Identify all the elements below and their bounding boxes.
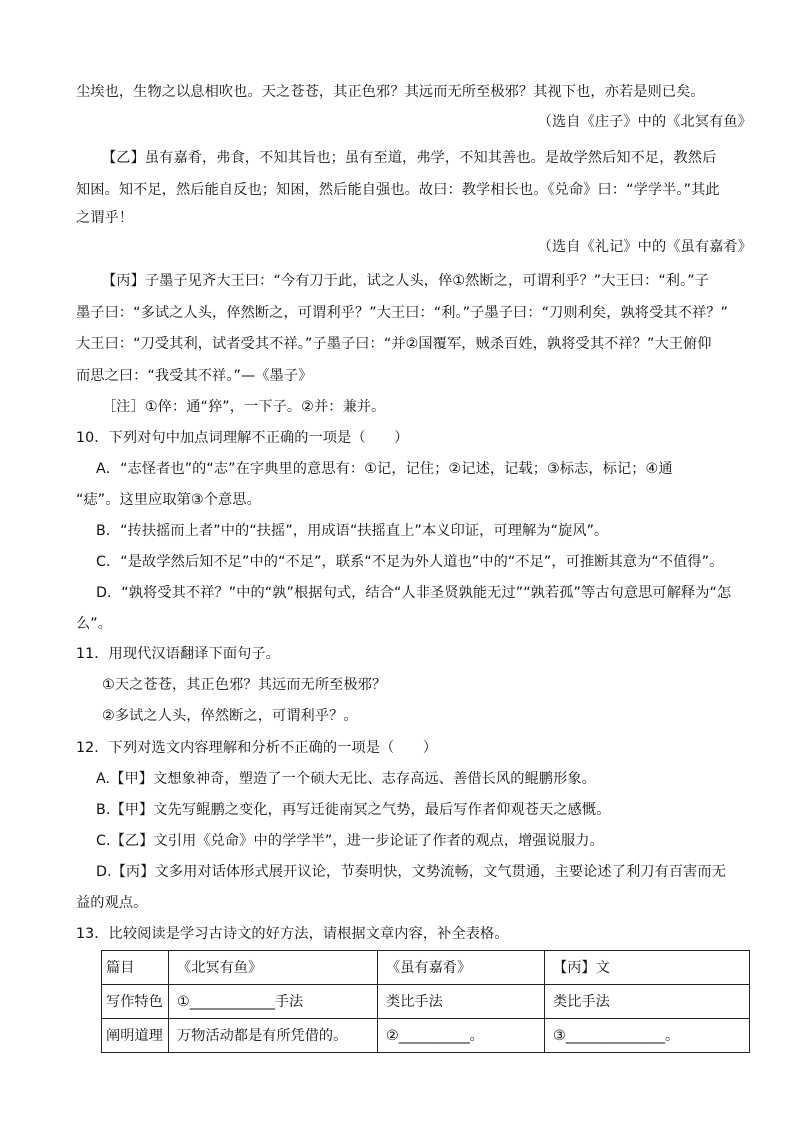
question-12-stem: 12．下列对选文内容理解和分析不正确的一项是（ ） (76, 740, 438, 756)
question-11-stem: 11．用现代汉语翻译下面句子。 (76, 646, 280, 662)
question-12-option-a: A.【甲】文想象神奇，塑造了一个硕大无比、志存高远、善借长风的鲲鹏形象。 (96, 771, 596, 787)
question-12-option-d: D.【丙】文多用对话体形式展开议论，节奏明快，文势流畅，文气贯通，主要论述了利刀有百害而无 (96, 864, 726, 880)
question-12-option-b: B.【甲】文先写鲲鹏之变化，再写迁徙南冥之气势，最后写作者仰观苍天之感慨。 (96, 802, 611, 818)
passage-note: ［注］①倅：通“猝”，一下子。②并：兼并。 (102, 399, 386, 415)
table-cell: 篇目 (102, 951, 169, 985)
question-10-option-d: D．“孰将受其不祥？”中的“孰”根据句式，结合“人非圣贤孰能无过”“孰若孤”等古句意思可解释为“怎 (96, 585, 732, 601)
passage-bing-line: 大王曰：“刀受其利，试者受其不祥。”子墨子曰：“并②国覆军，贼杀百姓，孰将受其不祥？”大王俯仰 (76, 336, 712, 352)
passage-yi-source: （选自《礼记》中的《虽有嘉肴》 (537, 239, 752, 255)
passage-bing-line: 墨子曰：“多试之人头，倅然断之，可谓利乎？”大王曰：“利。”子墨子曰：“刀则利矣，孰将受其不祥？” (76, 305, 728, 321)
passage-jia-tail: 尘埃也，生物之以息相吹也。天之苍苍，其正色邪？其远而无所至极邪？其视下也，亦若是则已矣。 (76, 84, 705, 100)
question-10-option-d-cont: 么”。 (76, 616, 113, 632)
question-10-option-b: B．“抟扶摇而上者”中的“扶摇”，用成语“扶摇直上”本义印证，可理解为“旋风”。 (96, 523, 609, 539)
table-cell: 《虽有嘉肴》 (378, 951, 545, 985)
table-cell: 万物活动都是有所凭借的。 (169, 1019, 378, 1053)
table-row (102, 985, 750, 1019)
question-10-option-a: A．“志怪者也”的“志”在字典里的意思有：①记，记住；②记述，记载；③标志，标记；④通 (96, 461, 673, 477)
table-cell: 类比手法 (378, 985, 545, 1019)
passage-bing-line: 【丙】子墨子见齐大王曰：“今有刀于此，试之人头，倅①然断之，可谓利乎？”大王曰：“利。”子 (102, 273, 710, 289)
question-12-option-d-cont: 益的观点。 (76, 895, 148, 911)
table-cell: 阐明道理 (102, 1019, 169, 1053)
table-cell: 《北冥有鱼》 (169, 951, 378, 985)
answer-blank-3[interactable]: ③______________。 (545, 1019, 750, 1053)
table-cell: 写作特色 (102, 985, 169, 1019)
passage-yi-line: 之谓乎！ (76, 210, 134, 226)
table-row (102, 1019, 750, 1053)
question-10-option-a-cont: “痣”。这里应取第③个意思。 (76, 492, 261, 508)
answer-blank-1[interactable]: ①____________手法 (169, 985, 378, 1019)
question-10-stem: 10．下列对句中加点词理解不正确的一项是（ ） (76, 430, 409, 446)
passage-yi-line: 【乙】虽有嘉肴，弗食，不知其旨也；虽有至道，弗学，不知其善也。是故学然后知不足，教然后 (102, 150, 717, 166)
table-header-row (102, 951, 750, 985)
question-13-stem: 13．比较阅读是学习古诗文的好方法，请根据文章内容，补全表格。 (76, 926, 509, 942)
question-11-sentence-1: ①天之苍苍，其正色邪？其远而无所至极邪？ (102, 677, 387, 693)
question-10-option-c: C．“是故学然后知不足”中的“不足”，联系“不足为外人道也”中的“不足”，可推断其意为“不值得”。 (96, 554, 724, 570)
table-cell: 类比手法 (545, 985, 750, 1019)
comparison-table (101, 950, 750, 1053)
passage-jia-source: （选自《庄子》中的《北冥有鱼》 (537, 114, 752, 130)
passage-yi-line: 知困。知不足，然后能自反也；知困，然后能自强也。故曰：教学相长也。《兑命》曰：“学学半。”其此 (76, 182, 720, 198)
question-11-sentence-2: ②多试之人头，倅然断之，可谓利乎？。 (102, 708, 358, 724)
passage-bing-line: 而思之曰：“我受其不祥。”—《墨子》 (76, 368, 313, 384)
question-12-option-c: C.【乙】文引用《兑命》中的学学半”，进一步论证了作者的观点，增强说服力。 (96, 833, 604, 849)
answer-blank-2[interactable]: ②__________。 (378, 1019, 545, 1053)
table-cell: 【丙】文 (545, 951, 750, 985)
